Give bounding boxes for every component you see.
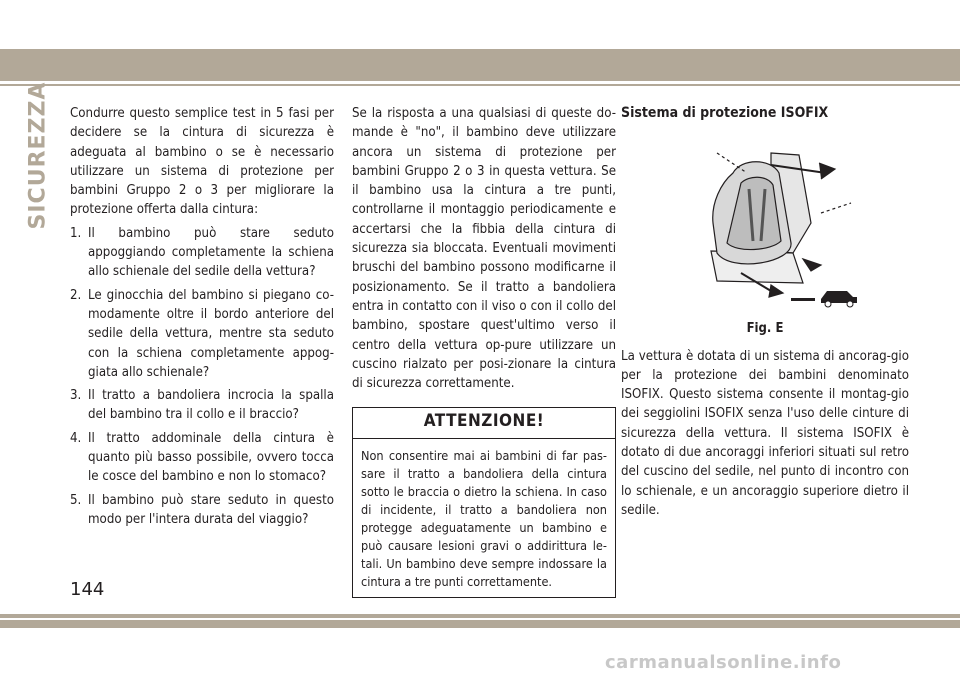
footer-band [0,620,960,628]
figure-caption: Fig. E [746,321,784,337]
intro-paragraph: Condurre questo semplice test in 5 fasi per decidere se la cintura di sicurezza è adeguata al bambino o se è necessario utilizzare un sistema di protezione per bambini Gruppo 2 o 3 per migliorare la protezione offerta dalla cintura: [70,106,334,218]
header-rule [0,84,960,86]
footer-rule [0,614,960,618]
watermark: carmanualsonline.info [605,652,842,673]
section-title: Sistema di protezione ISOFIX [621,105,829,121]
warning-box [352,407,616,597]
test-steps-list [70,224,334,529]
isofix-child-seat-illustration [621,133,886,311]
child-seat-drawing [621,133,886,311]
guidance-paragraph: Se la risposta a una qualsiasi di queste do-mande è "no", il bambino deve utilizzare ancora un sistema di protezione per bambini Gruppo 2 o 3 in questa vettura. Se il bambino usa la cintura a tre punti, controllarne il montaggio periodicamente e accertarsi che la fibbia della cintura di sicurezza sia bloccata. Eventuali movimenti bruschi del bambino possono modificarne il posizionamento. Se il tratto a bandoliera entra in contatto con il viso o con il collo del bambino, spostare quest'ultimo verso il centro della vettura op-pure utilizzare un cuscino rialzato per posi-zionare la cintura di sicurezza correttamente. [352,106,616,392]
warning-title: ATTENZIONE! [353,408,615,438]
top-margin [0,0,960,48]
list-item: 4. Il tratto addominale della cintura è quanto più basso possibile, ovvero tocca le cosce del bambino e non lo stomaco? [70,430,334,485]
header-band [0,49,960,81]
section-side-label [22,81,54,229]
list-item: 5. Il bambino può stare seduto in questo modo per l'intera durata del viaggio? [70,492,334,527]
warning-text: Non consentire mai ai bambini di far pas-sare il tratto a bandoliera della cintura sotto le braccia o dietro la schiena. In caso di incidente, il tratto a bandoliera non protegge adeguatamente un bambino e può causare lesioni gravi o addirittura le-tali. Un bambino deve sempre indossare la cintura a tre punti correttamente. [361,447,607,589]
list-item: 1. Il bambino può stare seduto appoggiando completamente la schiena allo schienale del sedile della vettura? [70,225,334,280]
column-2 [352,104,616,598]
column-1 [70,104,334,533]
car-icon [791,291,857,307]
section-label-text: SICUREZZA [25,81,51,229]
column-3 [621,104,909,520]
list-item: 2. Le ginocchia del bambino si piegano co-modamente oltre il bordo anteriore del sedile della vettura, mentre sta seduto con la schiena completamente appog-giata allo schienale? [70,287,334,380]
page-number: 144 [70,579,105,600]
isofix-paragraph: La vettura è dotata di un sistema di ancorag-gio per la protezione dei bambini denominato ISOFIX. Questo sistema consente il montag-gio dei seggiolini ISOFIX senza l'uso delle cinture di sicurezza della vettura. Il sistema ISOFIX è dotato di due ancoraggi inferiori situati sul retro del cuscino del sedile, nel punto di incontro con lo schienale, e un ancoraggio superiore dietro il sedile. [621,348,909,518]
list-item: 3. Il tratto a bandoliera incrocia la spalla del bambino tra il collo e il braccio? [70,388,334,423]
